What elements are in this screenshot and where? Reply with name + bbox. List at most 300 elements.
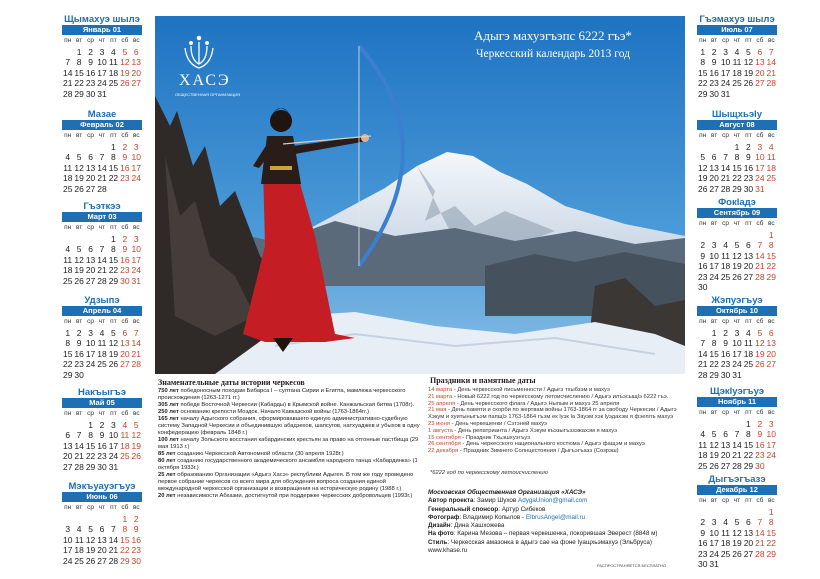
day-cell: 31 [732,369,742,380]
day-cell: 26 [85,555,96,566]
month-circassian-name: Фокlадэ [718,197,756,208]
weekday-header: чт [98,504,106,511]
day-cell: 6 [768,327,774,338]
weekday-header: ср [87,318,94,325]
weekday-header: чт [98,410,106,417]
day-cell: 17 [720,67,731,78]
day-cell: 4 [65,244,71,254]
day-cell: 31 [709,559,719,569]
month-bar: Июль 07 [697,25,777,35]
day-cell: 20 [85,265,96,275]
empty-cell [731,230,742,241]
day-cell: 3 [757,141,763,152]
empty-cell [73,234,84,245]
holiday-row [428,421,683,428]
day-cell: 27 [743,271,754,282]
day-cell: 12 [85,534,96,545]
day-cell: 27 [720,460,731,471]
day-cell: 7 [111,524,116,534]
month-september [697,197,777,293]
day-cell: 25 [74,555,84,566]
day-cell: 21 [732,450,742,460]
weekday-header: ср [722,37,729,44]
calendar-subtitle: Черкесский календарь 2013 год [475,48,630,60]
day-cell: 27 [743,548,754,559]
day-cell: 16 [743,162,754,173]
day-cell: 23 [74,359,84,369]
credit-row [428,522,684,530]
month-bar: Январь 01 [62,25,142,35]
weekday-header: вт [75,318,83,325]
day-cell: 2 [99,419,105,430]
day-cell: 16 [697,261,708,271]
day-cell: 19 [74,265,84,275]
weekday-header: сб [121,504,129,511]
day-cell: 25 [720,271,731,282]
weekday-header: пт [110,318,117,325]
weekday-header: ср [87,224,94,231]
weekday-header: чт [733,318,741,325]
day-cell: 4 [734,46,740,57]
day-cell: 21 [755,261,765,271]
weekday-header: ср [722,409,729,416]
history-years: 100 лет [158,437,179,443]
day-cell: 2 [700,240,706,250]
month-grid [62,131,142,194]
day-cell: 29 [108,275,119,286]
holiday-text: - День черкесского национального костюма / Адыгэ фащэм и махуэ [460,441,645,448]
weekday-header: сб [756,318,764,325]
day-cell: 22 [766,261,777,271]
weekday-header: пн [64,132,72,139]
day-cell: 18 [720,538,731,548]
day-cell: 24 [709,548,719,559]
day-cell: 6 [133,46,139,57]
empty-cell [708,507,719,518]
weekday-header: вс [132,504,140,511]
day-cell: 14 [720,162,731,173]
day-cell: 22 [108,173,119,183]
day-cell: 30 [85,88,96,99]
day-cell: 12 [732,527,742,538]
day-cell: 14 [732,439,742,450]
day-cell: 11 [721,250,730,261]
month-june [62,481,142,566]
history-text: независимости Абхазии, достигнутой при поддержке черкесских добровольцев (1993г.) [175,493,413,499]
empty-cell [73,142,84,153]
holiday-text: - День черкешенки / Сэтэней махуэ [450,420,547,427]
day-cell: 10 [709,250,719,261]
day-cell: 26 [732,271,742,282]
weekday-header: вт [710,220,718,227]
day-cell: 25 [120,451,130,461]
day-cell: 4 [65,152,71,162]
day-cell: 26 [108,359,119,369]
day-cell: 15 [108,162,119,173]
day-cell: 15 [74,67,84,78]
credit-email-link[interactable]: ElbrusAngel@mail.ru [525,513,586,521]
day-cell: 15 [120,534,130,545]
day-cell: 23 [697,548,708,559]
weekday-header: вт [75,410,83,417]
empty-cell [731,419,742,430]
day-cell: 4 [76,524,82,534]
day-cell: 7 [734,429,740,439]
weekday-header: вс [767,132,775,139]
day-cell: 21 [755,538,765,548]
day-cell: 13 [97,534,107,545]
day-cell: 24 [85,359,96,369]
day-cell: 4 [723,517,728,527]
weekday-header: пт [745,497,752,504]
month-bar: Август 08 [697,120,777,130]
day-cell: 30 [709,88,719,99]
day-cell: 28 [732,460,742,471]
day-cell: 29 [766,548,777,559]
day-cell: 10 [108,430,119,440]
month-circassian-name: Щымахуэ шылэ [64,14,140,25]
weekday-header: вс [767,37,775,44]
day-cell: 6 [723,429,728,439]
empty-cell [731,507,742,518]
day-cell: 23 [709,78,719,88]
day-cell: 7 [723,152,728,162]
day-cell: 13 [743,250,754,261]
empty-cell [85,234,96,245]
empty-cell [73,420,84,431]
day-cell: 11 [732,57,742,67]
day-cell: 23 [720,359,731,369]
day-cell: 21 [97,173,107,183]
month-december [697,474,777,570]
day-cell: 1 [111,141,116,152]
empty-cell [697,507,708,518]
day-cell: 5 [711,429,717,439]
day-cell: 26 [697,183,708,194]
day-cell: 24 [766,450,777,460]
day-cell: 10 [85,338,96,348]
day-cell: 1 [700,46,706,57]
day-cell: 24 [131,173,142,183]
day-cell: 27 [85,183,96,194]
day-cell: 2 [76,327,82,338]
day-cell: 24 [755,173,765,183]
day-cell: 28 [97,183,107,194]
day-cell: 20 [131,67,142,78]
history-text: созданию Черкесской Автономной области (30 апреля 1928г.) [175,451,344,457]
credit-email-link[interactable]: AdygaUnion@gmail.com [518,497,588,505]
month-bar: Декабрь 12 [697,485,777,495]
history-text: победоносным походам Бибарса I – султана Сирии и Египта, мамлюка черкесского происхождения (1263-1271 гг.) [158,388,406,401]
day-cell: 12 [108,338,119,348]
day-cell: 9 [700,250,706,261]
weekday-header: пт [745,37,752,44]
weekday-header: вт [75,37,83,44]
empty-cell [62,47,73,58]
weekday-header: сб [756,220,764,227]
day-cell: 15 [62,348,73,359]
day-cell: 10 [732,338,742,348]
day-cell: 11 [721,527,730,538]
month-bar: Май 05 [62,398,142,408]
day-cell: 4 [723,240,728,250]
day-cell: 1 [768,506,774,517]
day-cell: 19 [697,173,708,183]
day-cell: 31 [108,461,119,472]
empty-cell [708,419,719,430]
empty-cell [697,328,708,339]
day-cell: 1 [746,418,751,429]
day-cell: 5 [746,46,751,57]
weekday-header: пт [745,220,752,227]
weekday-header: чт [733,220,741,227]
holiday-row [428,394,683,401]
day-cell: 17 [131,254,142,265]
day-cell: 22 [766,538,777,548]
day-cell: 18 [74,545,84,555]
empty-cell [697,142,708,153]
day-cell: 22 [743,450,754,460]
day-cell: 7 [76,430,82,440]
day-cell: 5 [700,152,706,162]
day-cell: 18 [720,261,731,271]
weekday-header: вт [75,224,83,231]
weekday-header: чт [733,132,741,139]
day-cell: 3 [88,327,93,338]
day-cell: 30 [697,559,708,569]
holiday-date: 21 марта [428,393,453,400]
free-distribution-note: РАСПРОСТРАНЯЕТСЯ БЕСПЛАТНО [597,563,666,568]
credit-label: Генеральный спонсор [428,505,499,513]
day-cell: 9 [88,57,93,67]
day-cell: 5 [757,327,763,338]
month-bar: Февраль 02 [62,120,142,130]
weekday-header: пн [699,220,707,227]
day-cell: 4 [99,327,105,338]
day-cell: 19 [755,348,765,359]
month-grid [697,496,777,570]
day-cell: 22 [62,359,73,369]
day-cell: 19 [732,538,742,548]
weekday-header: вт [710,318,718,325]
day-cell: 6 [757,46,763,57]
weekday-header: сб [756,37,764,44]
weekday-header: вт [710,497,718,504]
day-cell: 19 [732,261,742,271]
weekday-header: пн [699,37,707,44]
holiday-row [428,448,683,455]
day-cell: 23 [120,173,130,183]
empty-cell [73,514,84,525]
weekday-header: пн [64,410,72,417]
history-row [158,437,420,451]
day-cell: 9 [122,244,128,254]
empty-cell [743,507,754,518]
weekday-header: пт [745,132,752,139]
day-cell: 2 [133,513,139,524]
weekday-header: сб [121,132,129,139]
month-circassian-name: Гъэткээ [83,201,121,212]
day-cell: 7 [700,338,706,348]
day-cell: 10 [766,429,777,439]
day-cell: 13 [131,57,142,67]
day-cell: 31 [720,88,731,99]
weekday-header: чт [733,497,741,504]
month-bar: Июнь 06 [62,492,142,502]
day-cell: 28 [697,369,708,380]
day-cell: 23 [755,450,765,460]
empty-cell [708,142,719,153]
day-cell: 30 [720,369,731,380]
month-grid [697,408,777,471]
weekday-header: вс [132,410,140,417]
day-cell: 1 [122,513,128,524]
day-cell: 18 [732,67,742,78]
weekday-header: сб [121,410,129,417]
day-cell: 29 [709,369,719,380]
day-cell: 24 [720,78,731,88]
day-cell: 12 [120,57,130,67]
day-cell: 5 [111,327,116,338]
day-cell: 3 [133,141,139,152]
day-cell: 7 [133,327,139,338]
day-cell: 1 [65,327,71,338]
empty-cell [708,230,719,241]
day-cell: 26 [74,183,84,194]
weekday-header: пн [64,224,72,231]
empty-cell [720,142,731,153]
day-cell: 7 [65,57,71,67]
day-cell: 9 [746,152,751,162]
day-cell: 13 [743,527,754,538]
day-cell: 28 [97,275,107,286]
history-row [158,451,420,458]
weekday-header: вт [75,132,83,139]
day-cell: 27 [120,359,130,369]
day-cell: 10 [720,57,731,67]
day-cell: 11 [744,338,753,348]
month-grid [62,223,142,286]
day-cell: 6 [65,430,71,440]
day-cell: 17 [131,162,142,173]
month-grid [697,131,777,194]
day-cell: 20 [85,173,96,183]
day-cell: 29 [120,555,130,566]
weekday-header: вт [710,132,718,139]
weekday-header: пт [110,132,117,139]
day-cell: 27 [131,78,142,88]
day-cell: 26 [131,451,142,461]
holiday-text: - День черкесской письменности / Адыгэ тхыбзэм и махуэ [452,387,610,393]
day-cell: 30 [697,282,708,292]
day-cell: 20 [743,538,754,548]
day-cell: 3 [111,419,116,430]
day-cell: 8 [76,57,82,67]
weekday-header: вс [132,224,140,231]
weekday-header: ср [87,504,94,511]
holiday-text: - Праздник Зимнего Солнцестояния / Дыгъэгъазэ (Созрэш) [458,448,619,455]
day-cell: 28 [720,183,731,194]
weekday-header: пт [745,318,752,325]
day-cell: 23 [743,173,754,183]
credit-value: : Дина Хашхожева [450,522,505,530]
day-cell: 16 [709,67,719,78]
day-cell: 31 [755,183,765,194]
history-row [158,458,420,472]
day-cell: 31 [131,275,142,286]
day-cell: 24 [709,271,719,282]
day-cell: 29 [85,461,96,472]
weekday-header: ср [722,132,729,139]
empty-cell [96,514,107,525]
weekday-header: сб [756,409,764,416]
weekday-header: сб [121,224,129,231]
day-cell: 30 [743,183,754,194]
day-cell: 19 [108,348,119,359]
credit-row [428,547,684,555]
month-circassian-name: Щэкlуэгъуэ [709,386,764,397]
history-years: 85 лет [158,451,176,457]
day-cell: 19 [131,440,142,451]
day-cell: 3 [723,46,728,57]
history-row [158,493,420,500]
day-cell: 6 [711,152,717,162]
day-cell: 9 [723,338,728,348]
holiday-date: 26 сентября [428,441,461,448]
day-cell: 31 [97,88,107,99]
weekday-header: пн [699,409,707,416]
day-cell: 8 [768,240,774,250]
day-cell: 23 [697,271,708,282]
empty-cell [743,230,754,241]
weekday-header: чт [98,132,106,139]
holiday-text: - День памяти и скорби по жертвам войны 1763-1864 гг за свободу Черкесии / Адыгэ Хэкум и хуитыныгъэм папщlэ 1763-1864 гъэм ек lуэк lа Зауэм хэк lуэдахэм я фэеплъ махуэ [428,407,677,421]
weekday-header: сб [756,132,764,139]
credit-value: www.khase.ru [428,547,468,555]
day-cell: 16 [97,440,107,451]
day-cell: 12 [709,439,719,450]
day-cell: 8 [65,338,71,348]
day-cell: 20 [743,261,754,271]
holiday-row [428,387,683,394]
day-cell: 16 [720,348,731,359]
holiday-text: - День репатрианта / Адыгэ Хэкум къэзыгъэзэжахэм я махуэ [452,427,618,434]
day-cell: 1 [768,229,774,240]
day-cell: 4 [768,141,774,152]
weekday-header: пн [699,132,707,139]
weekday-header: вт [710,37,718,44]
day-cell: 10 [131,244,142,254]
day-cell: 27 [709,183,719,194]
day-cell: 23 [120,265,130,275]
history-row [158,388,420,402]
day-cell: 17 [62,545,73,555]
day-cell: 8 [88,430,93,440]
month-november [697,386,777,471]
day-cell: 19 [74,173,84,183]
day-cell: 14 [755,527,765,538]
month-march [62,201,142,286]
credit-label: Автор проекта [428,497,474,505]
history-heading: Знаменательные даты истории черкесов [158,378,305,387]
day-cell: 26 [709,460,719,471]
day-cell: 20 [97,545,107,555]
day-cell: 17 [108,440,119,451]
weekday-header: вт [75,504,83,511]
history-text: победе Восточной Черкесии (Кабарды) в Крымской войне. Канжальская битва (1708г). [178,402,415,408]
day-cell: 28 [131,359,142,369]
credit-value: : Карина Мезова – первая черкешенка, покорившая Эверест (8848 м) [453,530,658,538]
